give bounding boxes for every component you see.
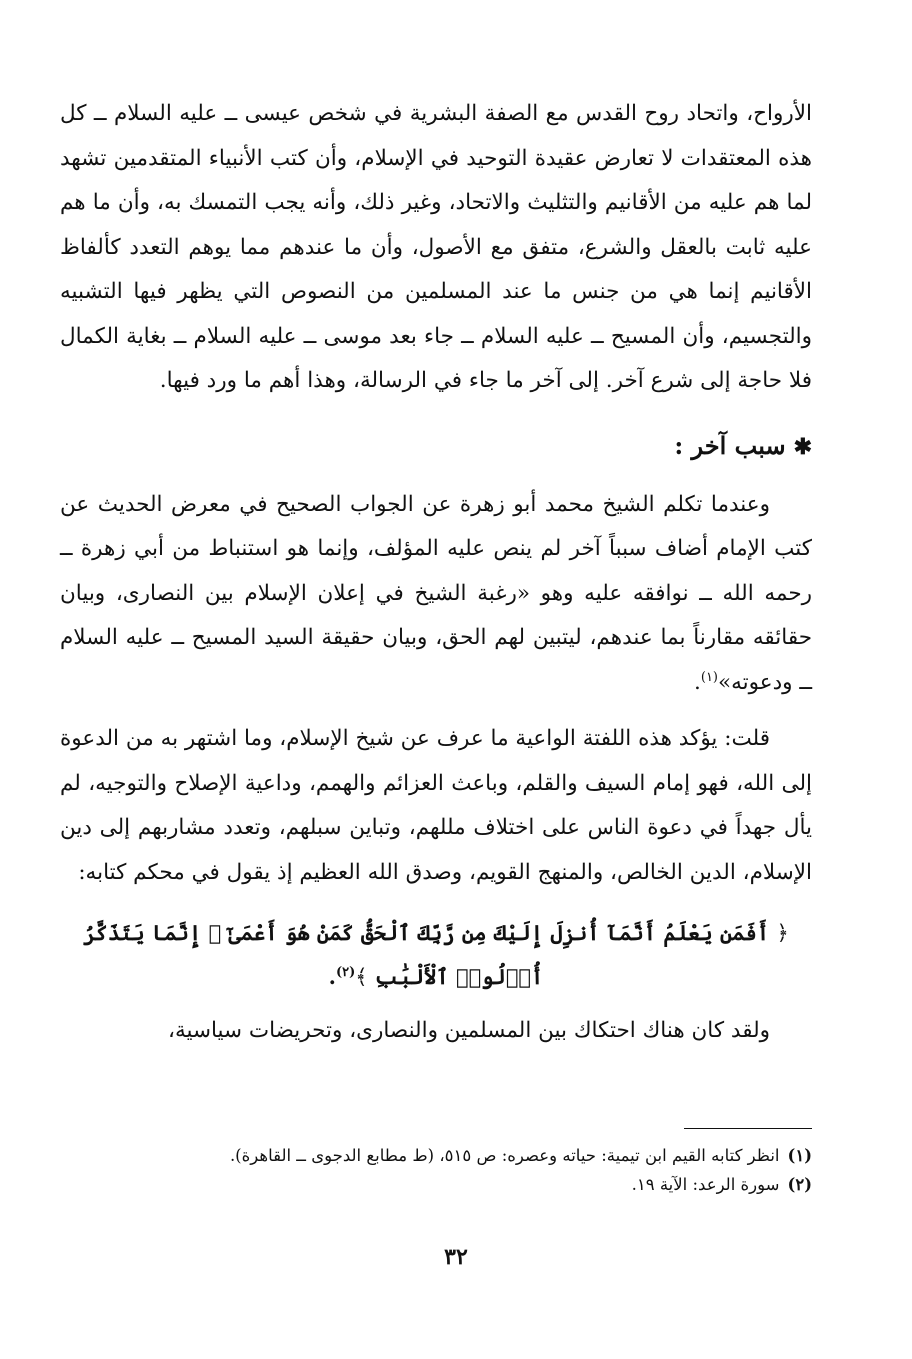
quran-close-bracket: ﴾ <box>355 965 368 989</box>
footnote-divider <box>684 1128 812 1129</box>
quran-verse-text: أَفَمَن يَعْلَمُ أَنَّمَآ أُنزِلَ إِلَيْكَ مِن رَّبِّكَ ٱلْحَقُّ كَمَنْ هُوَ أَعْمَىٰٓ ۚ إِنَّمَا يَتَذَكَّرُ أُو۟لُوا۟ ٱلْأَلْبَٰبِ <box>83 920 770 989</box>
footnote-2 <box>100 1170 812 1199</box>
paragraph-1: الأرواح، واتحاد روح القدس مع الصفة البشرية في شخص عيسى ــ عليه السلام ــ كل هذه المعتقدات لا تعارض عقيدة التوحيد في الإسلام، وأن كتب الأنبياء المتقدمين تشهد لما هم عليه من الأقانيم والتثليث والاتحاد، وغير ذلك، وأنه يجب التمسك به، وأن ما هم عليه ثابت بالعقل والشرع، متفق مع الأصول، وأن ما عندهم مما يوهم التعدد كألفاظ الأقانيم إنما هي من جنس ما عند المسلمين من النصوص التي يظهر فيها التشبيه والتجسيم، وأن المسيح ــ عليه السلام ــ جاء بعد موسى ــ عليه السلام ــ بغاية الكمال فلا حاجة إلى شرع آخر. إلى آخر ما جاء في الرسالة، وهذا أهم ما ورد فيها. <box>60 101 812 393</box>
footnote-1-text: انظر كتابه القيم ابن تيمية: حياته وعصره: ص ٥١٥، (ط مطابع الدجوى ــ القاهرة). <box>229 1146 780 1165</box>
footnote-2-text: سورة الرعد: الآية ١٩. <box>631 1175 780 1194</box>
paragraph-3: قلت: يؤكد هذه اللفتة الواعية ما عرف عن شيخ الإسلام، وما اشتهر به من الدعوة إلى الله، فهو إمام السيف والقلم، وباعث العزائم والهمم، وداعية الإصلاح والتوجيه، لم يأل جهداً في دعوة الناس على اختلاف مللهم، وتباين سبلهم، وتعدد مشاربهم إلى دين الإسلام، الدين الخالص، والمنهج القويم، وصدق الله العظيم إذ يقول في محكم كتابه: <box>60 726 812 885</box>
quran-verse <box>60 911 812 999</box>
quran-verse-end: . <box>328 964 336 989</box>
paragraph-2-text: وعندما تكلم الشيخ محمد أبو زهرة عن الجواب الصحيح في معرض الحديث عن كتب الإمام أضاف سبباً آخر لم ينص عليه المؤلف، وإنما هو استنباط من أبي زهرة ــ رحمه الله ــ نوافقه عليه وهو «رغبة الشيخ في إعلان الإسلام بين النصارى، وبيان حقائقه مقارناً بما عندهم، ليتبين لهم الحق، وبيان حقيقة السيد المسيح ــ عليه السلام ــ ودعوته» <box>60 491 812 695</box>
page-body <box>60 92 812 1054</box>
footnote-1-number: (١) <box>787 1146 812 1165</box>
footnote-1 <box>100 1141 812 1170</box>
footnote-ref-2: (٢) <box>335 965 356 980</box>
footnote-2-number: (٢) <box>787 1175 812 1194</box>
asterisk-icon: ✱ <box>793 433 812 460</box>
footnotes <box>100 1128 812 1199</box>
page-number: ٣٢ <box>444 1244 468 1270</box>
section-heading-text: سبب آخر : <box>674 430 786 460</box>
footnote-ref-1: (١) <box>700 669 718 685</box>
paragraph-2-end: . <box>694 669 701 695</box>
section-heading <box>60 424 812 469</box>
quran-open-bracket: ﴿ <box>776 921 789 945</box>
paragraph-2 <box>60 483 812 706</box>
paragraph-4: ولقد كان هناك احتكاك بين المسلمين والنصارى، وتحريضات سياسية، <box>168 1018 770 1043</box>
